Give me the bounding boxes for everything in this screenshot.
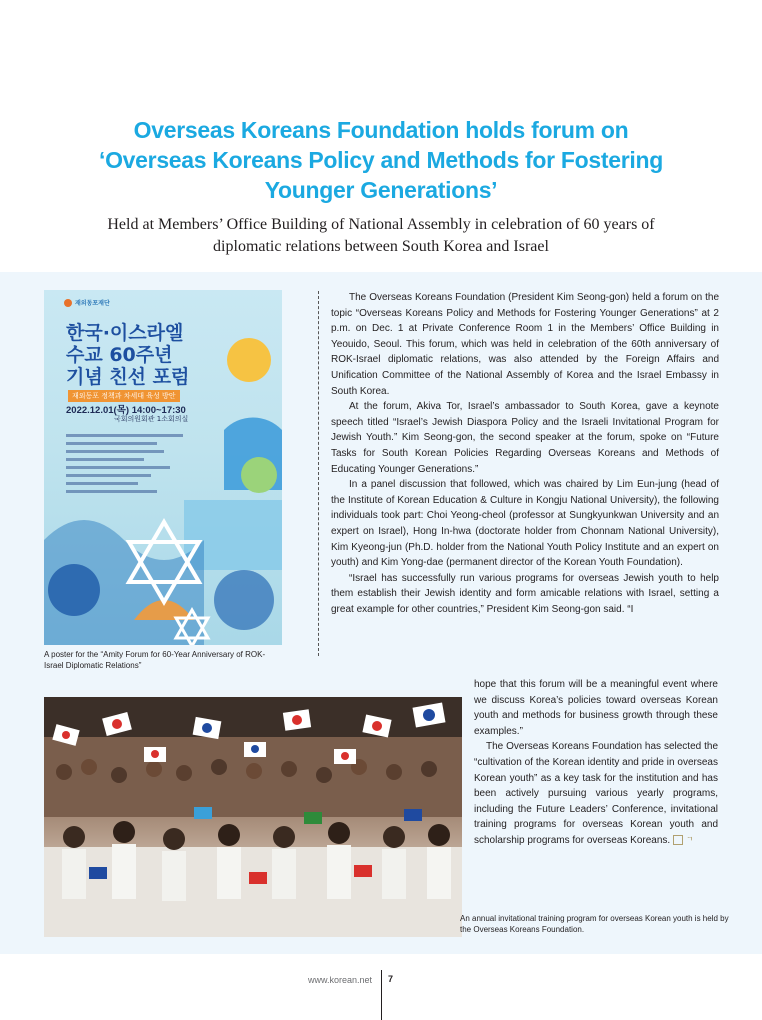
paragraph-4: “Israel has successfully run various programs for overseas Jewish youth to help them establish their Jewish identity and form amicable relations with Israel, setting a great example for other countries,” President Kim Seong-gon said. “I [331, 572, 719, 615]
youth-program-photo [44, 697, 462, 937]
poster-title-line-1: 한국·이스라엘 [66, 322, 184, 344]
title-line-1: Overseas Koreans Foundation holds forum on [133, 117, 629, 143]
forum-poster-image [44, 290, 282, 645]
title-line-2: ‘Overseas Koreans Policy and Methods for Fostering [99, 147, 663, 173]
article-title [40, 115, 722, 205]
poster-green-circle [241, 457, 277, 493]
poster-yellow-circle [227, 338, 271, 382]
photo-caption: An annual invitational training program for overseas Korean youth is held by the Overseas Koreans Foundation. [460, 914, 729, 934]
paragraph-3: In a panel discussion that followed, which was chaired by Lim Eun-jung (head of the Institute of Korean Education & Culture in Kongju National University), the following individuals took part: Choi Yeong-cheol (professor at Sungkyunkwan University and an expert on Israel), Hong In-hwa (doctorate holder from Chonnam National University), Kim Kyeong-jun (Ph.D. holder from the National Youth Policy Institute and an expert on youth) and Kim Yong-dae (permanent director of the Korean Youth Foundation). [331, 479, 719, 569]
poster-dark-circle [48, 564, 100, 616]
logo-dot-icon [64, 299, 72, 307]
paragraph-4-continued: hope that this forum will be a meaningful event where we discuss Korea’s policies toward overseas Korean youth and methods for business growth through these examples.” [474, 679, 718, 737]
poster-title-line-3: 기념 친선 포럼 [66, 366, 190, 388]
poster-caption: A poster for the “Amity Forum for 60-Year Anniversary of ROK-Israel Diplomatic Relations” [44, 650, 266, 670]
photo-artwork [44, 697, 462, 937]
subtitle-line-2: diplomatic relations between South Korea and Israel [213, 238, 549, 255]
article-subtitle [50, 214, 712, 258]
poster-logo: 재외동포재단 [64, 298, 110, 307]
footer-url[interactable]: www.korean.net [307, 975, 372, 985]
title-line-3: Younger Generations’ [264, 177, 498, 203]
end-mark-icon: ㄱ [673, 835, 683, 845]
poster-tag: 재외동포 정책과 차세대 육성 방안 [68, 390, 180, 402]
poster-fine-print [66, 434, 196, 498]
subtitle-line-1: Held at Members’ Office Building of National Assembly in celebration of 60 years of [107, 216, 655, 233]
poster-title-line-2: 수교 60주년 [66, 344, 173, 366]
article-body [331, 290, 719, 617]
paragraph-2: At the forum, Akiva Tor, Israel’s ambassador to South Korea, gave a keynote speech titled “Israel’s Jewish Diaspora Policy and the Israeli Invitational Program for Jewish Youth.” Kim Seong-gon, the second speaker at the forum, spoke on “Future Tasks for South Korean Policies Regarding Overseas Koreans and Methods of Educating Younger Generations.” [331, 401, 719, 475]
paragraph-5: The Overseas Koreans Foundation has selected the “cultivation of the Korean identity and pride in overseas Korean youth” as a key task for the institution and has been actively pursuing various yearly programs, including the Future Leaders’ Conference, invitational training programs for overseas Korean youth and scholarship programs for overseas Koreans. ㄱ [474, 741, 718, 846]
article-body-continued [474, 677, 718, 849]
footer-divider [381, 970, 382, 1020]
poster-venue: 국회의원회관 1소회의실 [114, 415, 189, 423]
page-number: 7 [388, 974, 394, 984]
paragraph-1: The Overseas Koreans Foundation (President Kim Seong-gon) held a forum on the topic “Overseas Koreans Policy and Methods for Fostering Younger Generations” at 2 p.m. on Dec. 1 at Private Conference Room 1 in the Members’ Office Building in Yeouido, Seoul. This forum, which was held in celebration of the 60th anniversary of ROK-Israel diplomatic relations, was also attended by the Foreign Affairs and Unification Committee of the National Assembly of Korea and the Israel Embassy in South Korea. [331, 292, 719, 397]
poster-circle-2 [214, 570, 274, 630]
poster-date: 2022.12.01(목) 14:00~17:30 [66, 405, 186, 416]
column-divider [318, 291, 319, 656]
